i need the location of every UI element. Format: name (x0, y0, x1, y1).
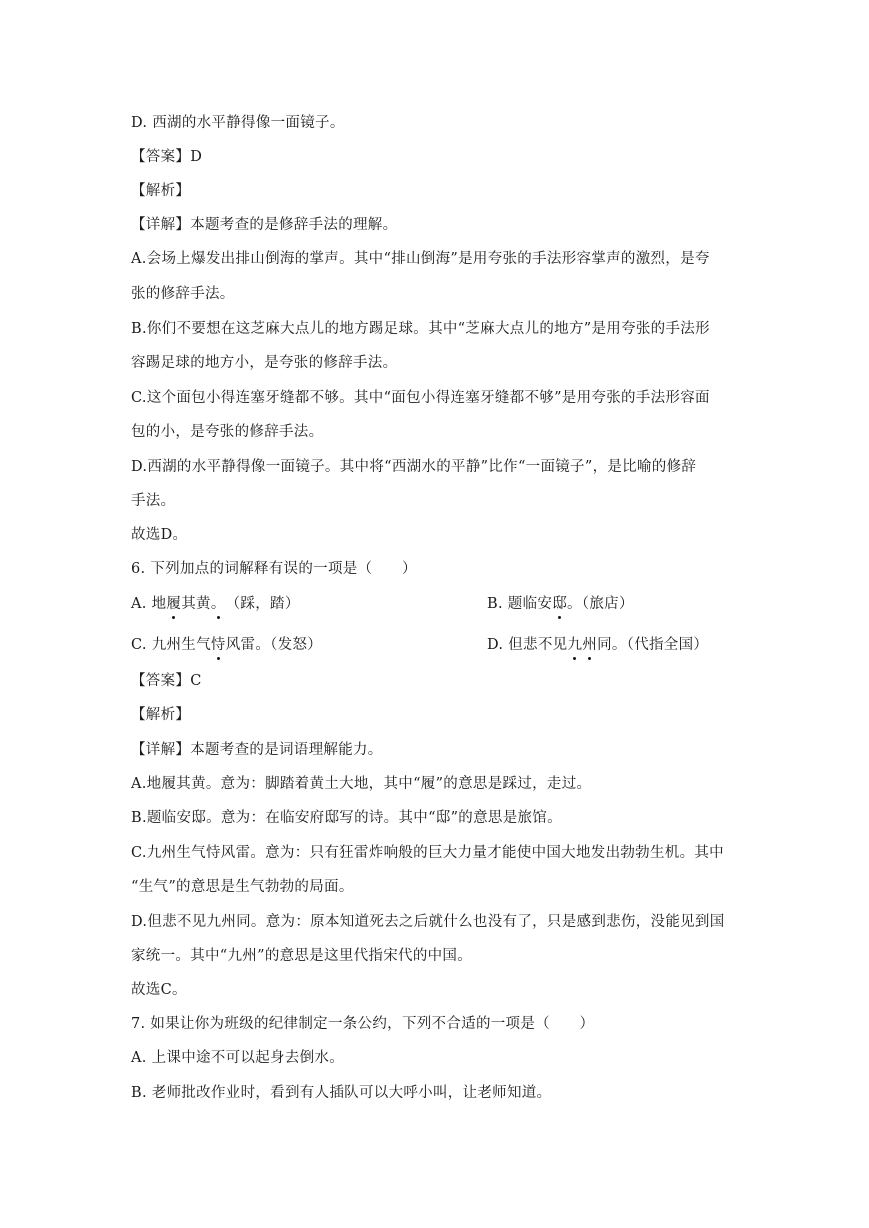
q6-option-a-mid: 其黄 (181, 596, 211, 612)
q6-option-a-gloss: （踩，踏） (225, 596, 300, 612)
q6-option-c-gloss: 风雷。（发怒） (225, 637, 323, 653)
q6-option-d-gloss: 同。（代指全国） (597, 637, 709, 653)
q6-option-d-dotted-char-1: 九 (567, 637, 583, 653)
q6-explanation-d-line-2: 家统一。其中“九州”的意思是这里代指宋代的中国。 (131, 948, 473, 964)
q7-option-b: B. 老师批改作业时，看到有人插队可以大呼小叫，让老师知道。 (131, 1085, 552, 1101)
q6-option-a-dotted-mark: 。 (210, 596, 226, 612)
explanation-c-line-1: C.这个面包小得连塞牙缝都不够。其中“面包小得连塞牙缝都不够”是用夸张的手法形容面 (131, 390, 710, 406)
q6-explanation-a: A.地履其黄。意为：脚踏着黄土大地，其中“履”的意思是踩过，走过。 (131, 776, 592, 792)
explanation-d-line-1: D.西湖的水平静得像一面镜子。其中将“西湖水的平静”比作“一面镜子”，是比喻的修辞 (131, 459, 697, 475)
q6-conclusion-line: 故选C。 (131, 982, 187, 998)
answer-label: 【答案】D (131, 149, 203, 165)
q6-option-c-dotted-char: 恃 (210, 637, 226, 653)
q6-option-b-pre: B. 题临安 (487, 596, 553, 612)
q6-option-a (131, 594, 300, 614)
q6-option-a-pre: A. 地 (131, 596, 167, 612)
q6-option-c (131, 635, 322, 655)
q6-option-d (487, 635, 708, 655)
q6-option-b-gloss: 。（旅店） (567, 596, 634, 612)
q6-option-d-pre: D. 但悲不见 (487, 637, 568, 653)
analysis-label: 【解析】 (131, 183, 191, 199)
q6-option-d-dotted-char-2: 州 (582, 637, 598, 653)
q6-option-b (487, 594, 634, 614)
q6-explanation-c-line-1: C.九州生气恃风雷。意为：只有狂雷炸响般的巨大力量才能使中国大地发出勃勃生机。其中 (131, 845, 724, 861)
explanation-b-line-1: B.你们不要想在这芝麻大点儿的地方踢足球。其中“芝麻大点儿的地方”是用夸张的手法形 (131, 321, 710, 337)
explanation-d-line-2: 手法。 (131, 493, 176, 509)
q6-option-a-dotted-char: 履 (166, 596, 182, 612)
question-7-stem: 7. 如果让你为班级的纪律制定一条公约，下列不合适的一项是（ ） (131, 1016, 595, 1032)
explanation-a-line-2: 张的修辞手法。 (131, 286, 235, 302)
explanation-c-line-2: 包的小，是夸张的修辞手法。 (131, 424, 324, 440)
q6-option-c-pre: C. 九州生气 (131, 637, 211, 653)
q6-analysis-label: 【解析】 (131, 707, 191, 723)
q6-answer-label: 【答案】C (131, 673, 202, 689)
question-6-stem: 6. 下列加点的词解释有误的一项是（ ） (131, 561, 417, 577)
detail-line: 【详解】本题考查的是修辞手法的理解。 (131, 217, 398, 233)
q6-explanation-c-line-2: “生气”的意思是生气勃勃的局面。 (131, 879, 354, 895)
q6-explanation-b: B.题临安邸。意为：在临安府邸写的诗。其中“邸”的意思是旅馆。 (131, 810, 562, 826)
explanation-a-line-1: A.会场上爆发出排山倒海的掌声。其中“排山倒海”是用夸张的手法形容掌声的激烈，是夸 (131, 251, 710, 267)
q7-option-a: A. 上课中途不可以起身去倒水。 (131, 1050, 344, 1066)
conclusion-line: 故选D。 (131, 527, 188, 543)
explanation-b-line-2: 容踢足球的地方小，是夸张的修辞手法。 (131, 355, 398, 371)
q6-option-b-dotted-char: 邸 (552, 596, 567, 612)
q6-detail-line: 【详解】本题考查的是词语理解能力。 (131, 742, 383, 758)
option-d-line: D. 西湖的水平静得像一面镜子。 (131, 115, 345, 131)
q6-explanation-d-line-1: D.但悲不见九州同。意为：原本知道死去之后就什么也没有了，只是感到悲伤，没能见到国 (131, 914, 725, 930)
